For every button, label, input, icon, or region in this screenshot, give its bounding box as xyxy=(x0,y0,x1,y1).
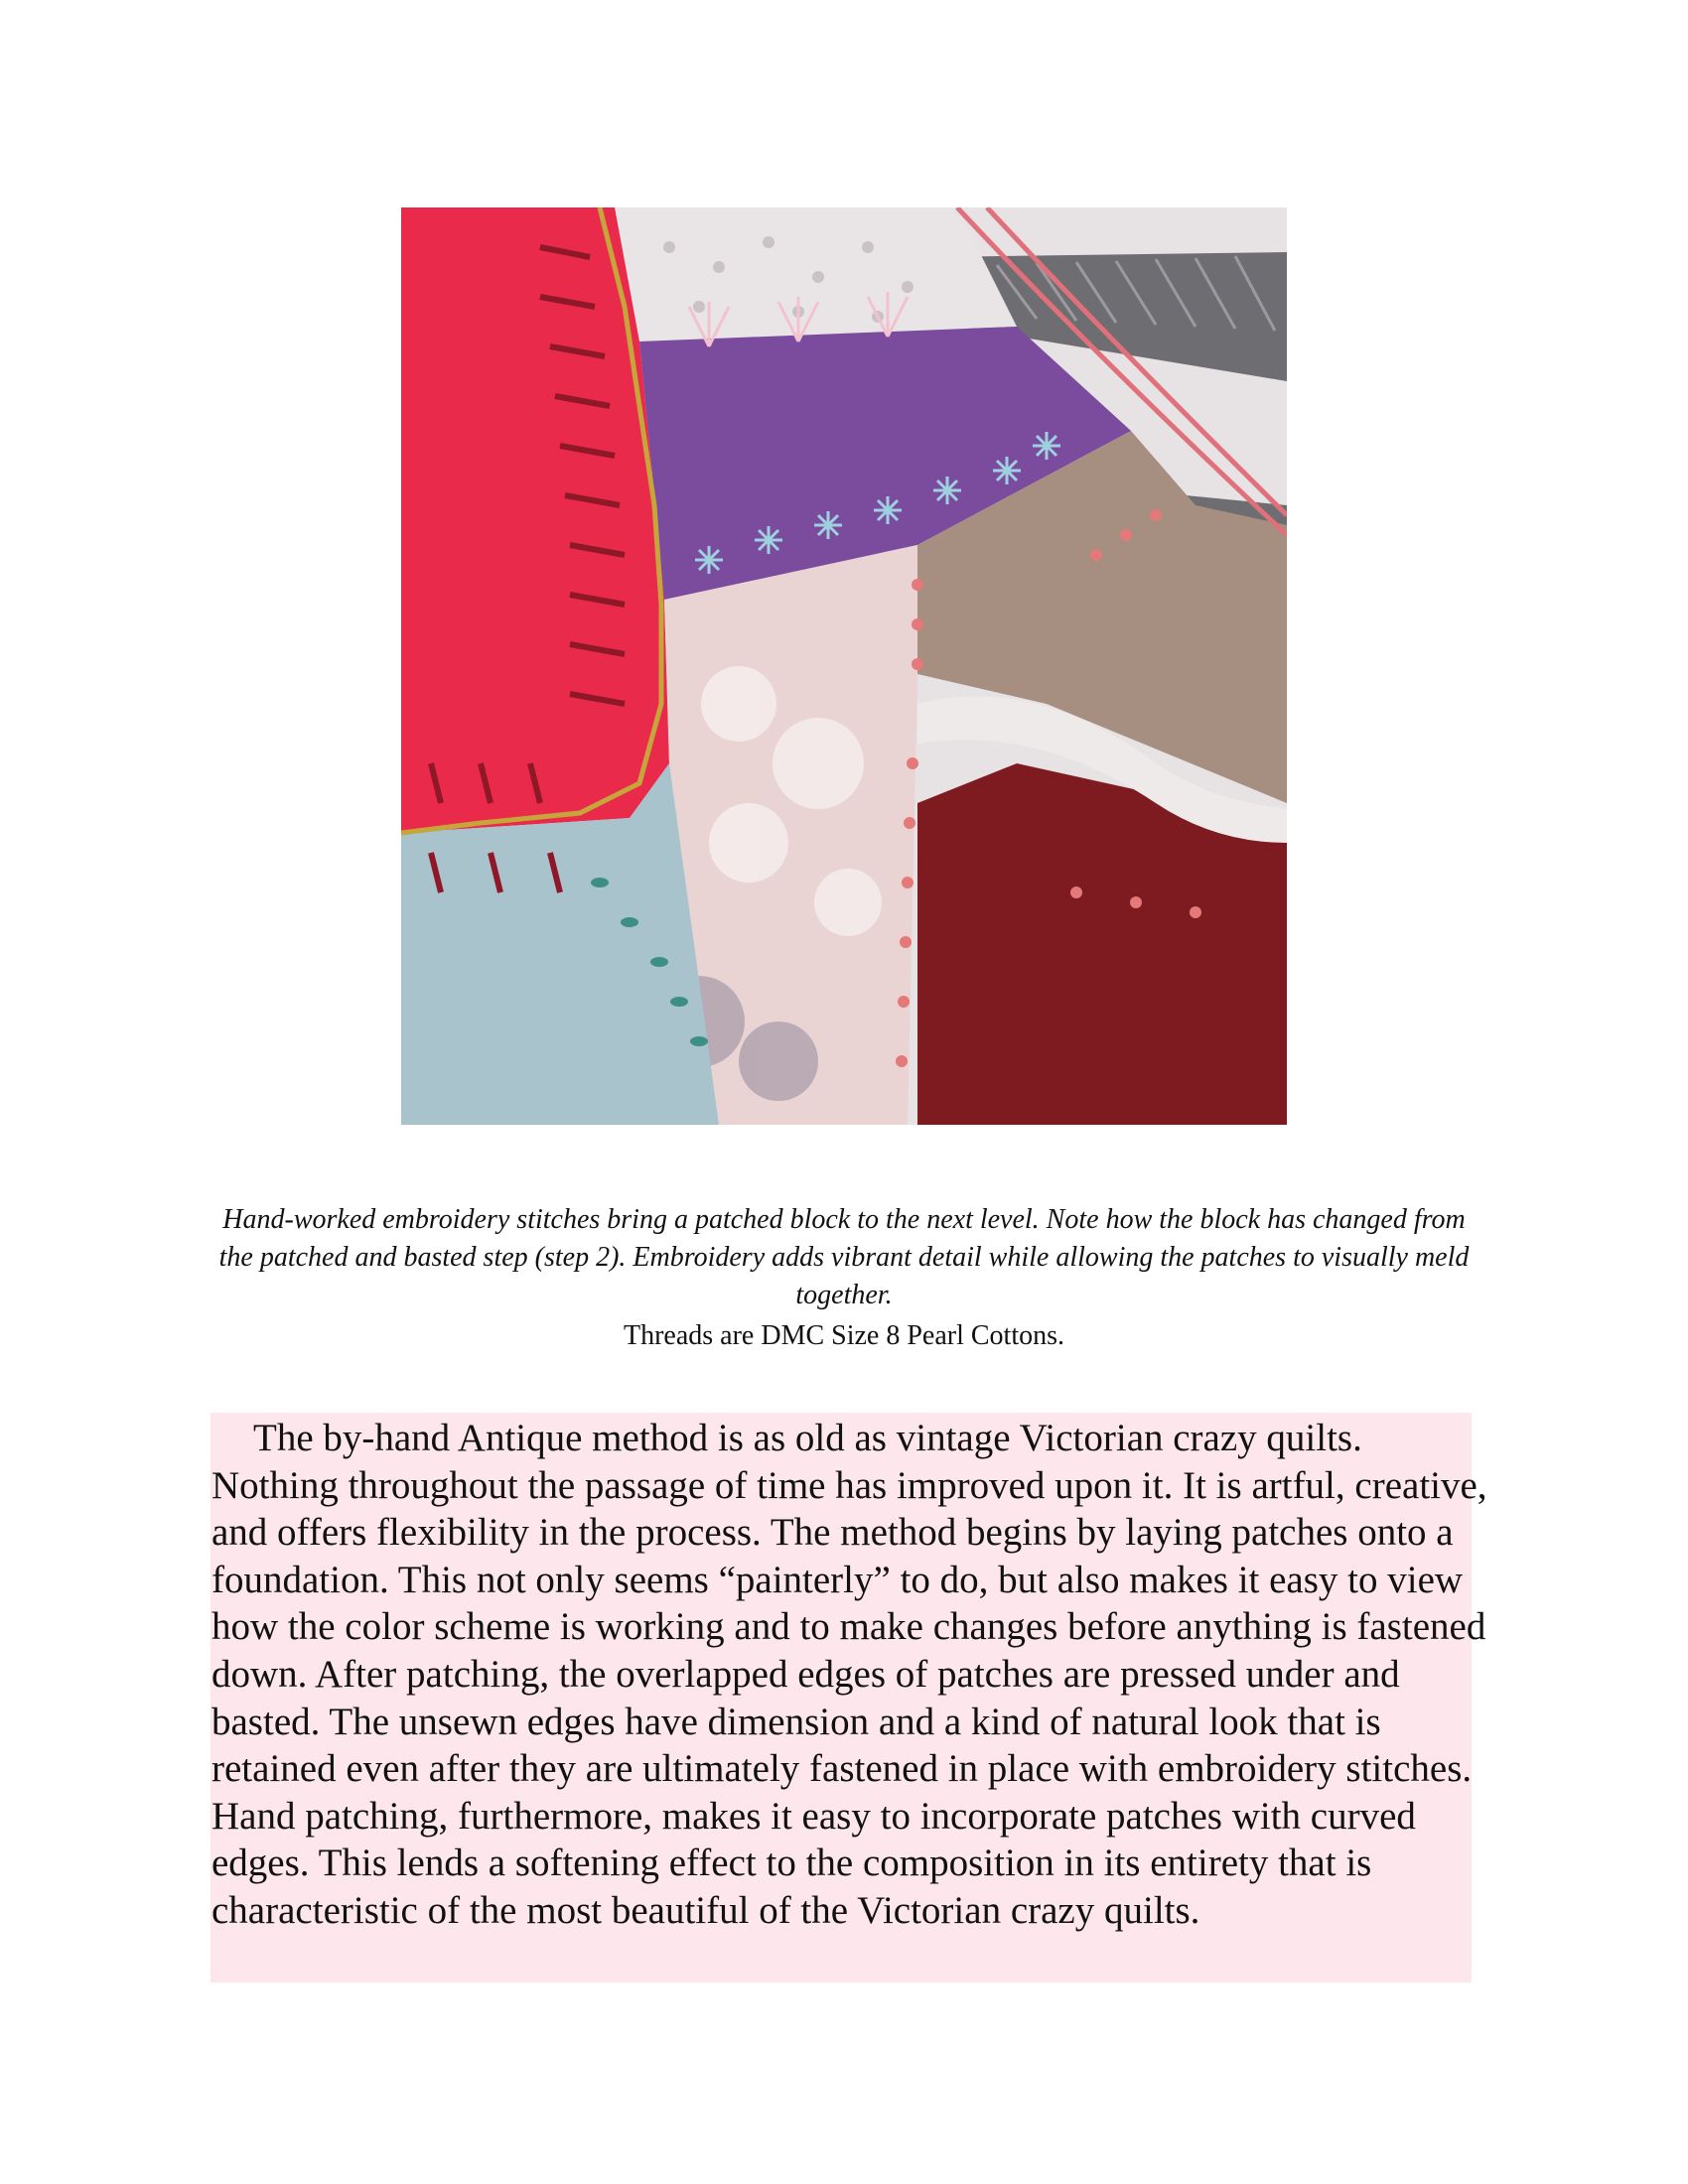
threads-note: Threads are DMC Size 8 Pearl Cottons. xyxy=(623,1320,1065,1351)
crazy-quilt-embroidered-block-photo xyxy=(401,207,1287,1125)
figure-caption: Hand-worked embroidery stitches bring a patched block to the next level. Note how the block has changed from the patched and basted step (step 2). Embroidery adds vibrant detail while allowing the patches to visually meld together. xyxy=(218,1204,1470,1310)
body-paragraph: The by-hand Antique method is as old as vintage Victorian crazy quilts. Nothing throughout the passage of time has improved upon it. It is artful, creative, and offers flexibility in the process. The method begins by laying patches onto a foundation. This not only seems “painterly” to do, but also makes it easy to view how the color scheme is working and to make changes before anything is fastened down. After patching, the overlapped edges of patches are pressed under and basted. The unsewn edges have dimension and a kind of natural look that is retained even after they are ultimately fastened in place with embroidery stitches. Hand patching, furthermore, makes it easy to incorporate patches with curved edges. This lends a softening effect to the composition in its entirety that is characteristic of the most beautiful of the Victorian crazy quilts. xyxy=(211,1417,1487,1932)
quilt-block-photo xyxy=(401,207,1287,1125)
